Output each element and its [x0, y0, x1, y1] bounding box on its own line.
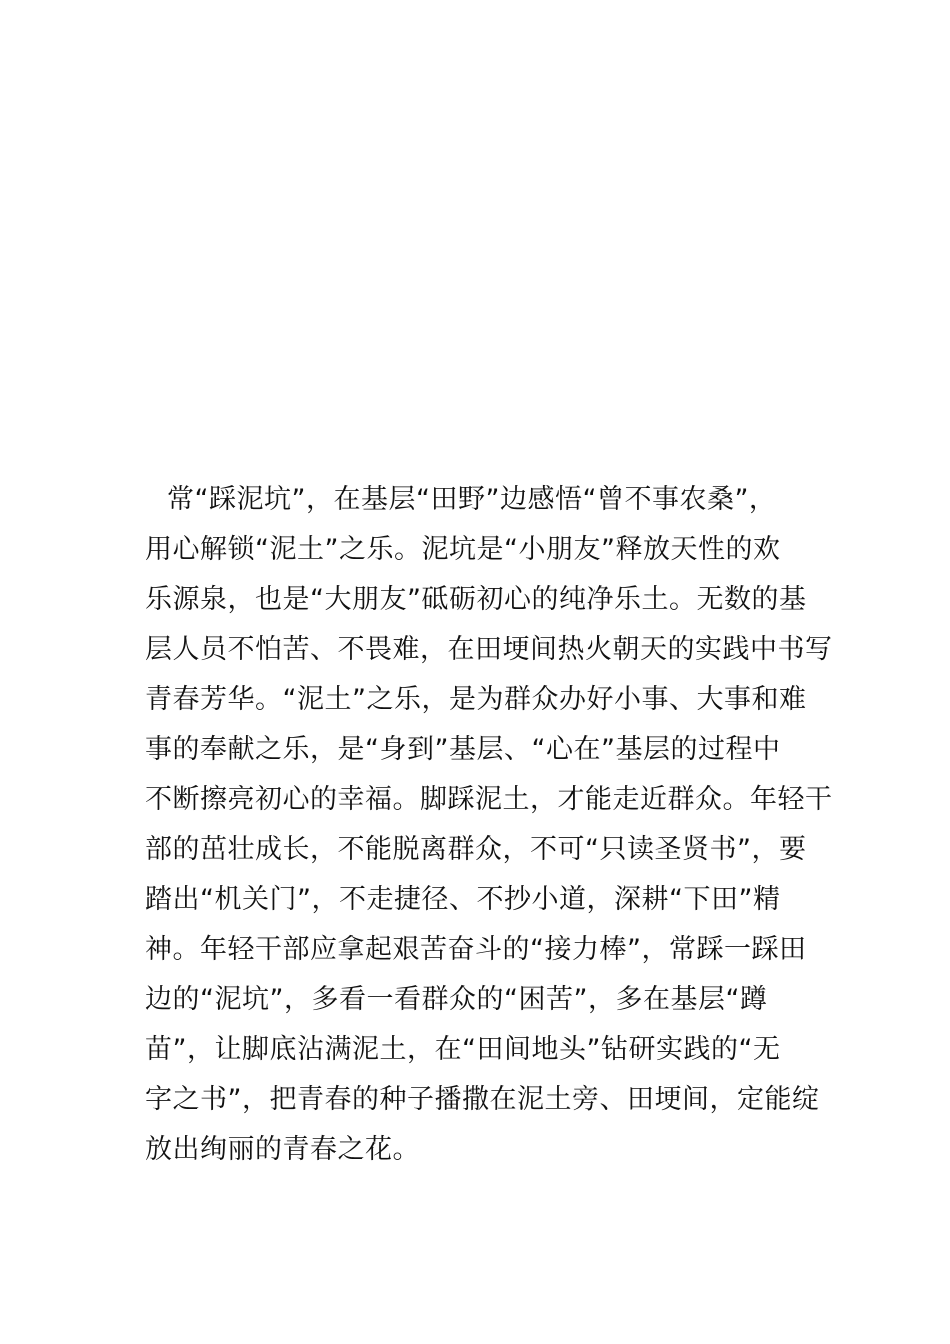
paragraph-line: 青春芳华。“泥土”之乐，是为群众办好小事、大事和难: [145, 684, 807, 715]
paragraph-line: 部的茁壮成长，不能脱离群众，不可“只读圣贤书”，要: [145, 834, 807, 865]
paragraph-line: 乐源泉，也是“大朋友”砥砺初心的纯净乐土。无数的基: [145, 584, 807, 615]
body-paragraph: [145, 475, 833, 1175]
paragraph-line: 放出绚丽的青春之花。: [145, 1134, 420, 1165]
paragraph-line: 不断擦亮初心的幸福。脚踩泥土，才能走近群众。年轻干: [145, 784, 833, 815]
paragraph-line: 事的奉献之乐，是“身到”基层、“心在”基层的过程中: [145, 734, 781, 765]
paragraph-line: 苗”，让脚底沾满泥土，在“田间地头”钻研实践的“无: [145, 1034, 781, 1065]
paragraph-line: 边的“泥坑”，多看一看群众的“困苦”，多在基层“蹲: [145, 984, 768, 1015]
paragraph-line: 常“踩泥坑”，在基层“田野”边感悟“曾不事农桑”，: [167, 484, 777, 515]
paragraph-line: 层人员不怕苦、不畏难，在田埂间热火朝天的实践中书写: [145, 634, 833, 665]
paragraph-line: 踏出“机关门”，不走捷径、不抄小道，深耕“下田”精: [145, 884, 781, 915]
paragraph-line: 字之书”，把青春的种子播撒在泥土旁、田埂间，定能绽: [145, 1084, 820, 1115]
paragraph-line: 用心解锁“泥土”之乐。泥坑是“小朋友”释放天性的欢: [145, 534, 781, 565]
paragraph-line: 神。年轻干部应拿起艰苦奋斗的“接力棒”，常踩一踩田: [145, 934, 807, 965]
